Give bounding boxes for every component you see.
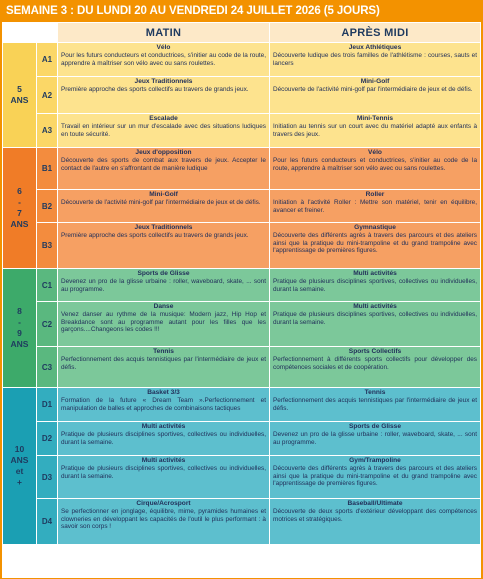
row-code: A2 (37, 77, 57, 113)
afternoon-activity (270, 190, 480, 222)
schedule-table (2, 22, 481, 545)
activity-title: Tennis (364, 389, 386, 396)
activity-description: Découverte des sports de combat aux travers de jeux. Accepter le contact de l'autre en s'affrontant de manière ludique (61, 157, 266, 172)
afternoon-activity (270, 347, 480, 387)
header-row (3, 23, 480, 42)
schedule-row (3, 223, 480, 268)
activity-title: Jeux Traditionnels (134, 224, 193, 231)
activity-description: Venez danser au rythme de la musique: Modern jazz, Hip Hop et Breakdance sont au programme autant pour les filles que les garçons....Changeons les codes !!! (61, 311, 266, 334)
morning-activity (58, 388, 269, 421)
header-afternoon: APRÈS MIDI (270, 23, 480, 42)
schedule-row (3, 148, 480, 189)
activity-title: Jeux d'opposition (135, 149, 192, 156)
activity-title: Sports Collectifs (348, 348, 402, 355)
row-code: D2 (37, 422, 57, 455)
row-code: C2 (37, 302, 57, 346)
age-label-part: 8 (17, 306, 22, 316)
activity-title: Jeux Traditionnels (134, 78, 193, 85)
age-label-part: 6 (17, 186, 22, 196)
age-group-label (3, 269, 36, 387)
row-code: D3 (37, 456, 57, 498)
morning-activity (58, 223, 269, 268)
activity-description: Se perfectionner en jonglage, équilibre, mime, pyramides humaines et clowneries en développant les capacités de l'outil le plus performant : à savoir son corps ! (61, 508, 266, 531)
age-label-part: 5 (17, 84, 22, 94)
activity-title: Multi activités (353, 303, 397, 310)
activity-description: Initiation à l'activité Roller : Mettre son matériel, tenir en équilibre, avancer et freiner. (273, 199, 477, 214)
afternoon-activity (270, 223, 480, 268)
row-code: D4 (37, 499, 57, 544)
schedule-row (3, 43, 480, 76)
activity-description: Découverte de deux sports d'extérieur développant des compétences motrices et stratégiques. (273, 508, 477, 523)
activity-description: Pratique de plusieurs disciplines sportives, collectives ou individuelles, durant la semaine. (273, 311, 477, 326)
activity-description: Pour les futurs conducteurs et conductrices, s'initier au code de la route, apprendre à maîtriser son vélo avec ou sans roulettes. (61, 52, 266, 67)
afternoon-activity (270, 388, 480, 421)
schedule-row (3, 499, 480, 544)
schedule-row (3, 114, 480, 147)
activity-title: Mini-Tennis (356, 115, 394, 122)
activity-description: Découverte des différents agrès à travers des parcours et des ateliers ainsi que la pratique du mini-trampoline et du grand trampoline avec l'apprentissage de premières figures. (273, 465, 477, 488)
schedule-row (3, 190, 480, 222)
schedule-row (3, 77, 480, 113)
activity-title: Roller (365, 191, 385, 198)
age-label-part: ANS (10, 455, 29, 465)
activity-title: Multi activités (353, 270, 397, 277)
activity-description: Perfectionnement à différents sports collectifs pour développer des compétences sociales et de coopération. (273, 356, 477, 371)
header-morning: MATIN (58, 23, 269, 42)
age-label-part: 9 (17, 328, 22, 338)
schedule-row (3, 422, 480, 455)
schedule-sheet (2, 22, 481, 578)
activity-description: Devenez un pro de la glisse urbaine : roller, waveboard, skate, ... sont au programme. (273, 431, 477, 446)
row-code: C1 (37, 269, 57, 301)
schedule-body (3, 43, 480, 544)
activity-description: Découverte de l'activité mini-golf par l'intermédiaire de jeux et de défis. (273, 86, 473, 93)
age-label-part: - (18, 197, 21, 207)
activity-description: Découverte des différents agrès à travers des parcours et des ateliers ainsi que la pratique du mini-trampoline et du grand trampoline avec l'apprentissage de premières figures. (273, 232, 477, 255)
row-code: C3 (37, 347, 57, 387)
activity-title: Gym/Trampoline (349, 457, 401, 464)
age-label-part: 7 (17, 208, 22, 218)
morning-activity (58, 114, 269, 147)
afternoon-activity (270, 269, 480, 301)
activity-title: Basket 3/3 (147, 389, 180, 396)
activity-description: Pratique de plusieurs disciplines sportives, collectives ou individuelles, durant la semaine. (61, 465, 266, 480)
activity-description: Travail en intérieur sur un mur d'escalade avec des situations ludiques en toute sécurité. (61, 123, 266, 138)
age-label-part: ANS (10, 339, 29, 349)
activity-description: Devenez un pro de la glisse urbaine : roller, waveboard, skate, ... sont au programme. (61, 278, 266, 293)
activity-title: Mini-Golf (149, 191, 178, 198)
activity-title: Mini-Golf (360, 78, 390, 85)
activity-title: Multi activités (141, 423, 186, 430)
morning-activity (58, 77, 269, 113)
activity-description: Découverte de l'activité mini-golf par l'intermédiaire de jeux et de défis. (61, 199, 261, 206)
activity-title: Jeux Athlétiques (348, 44, 402, 51)
schedule-row (3, 347, 480, 387)
activity-description: Découverte ludique des trois familles de l'athlétisme : courses, sauts et lancers (273, 52, 477, 67)
activity-description: Pratique de plusieurs disciplines sportives, collectives ou individuelles, durant la semaine. (273, 278, 477, 293)
row-code: A3 (37, 114, 57, 147)
schedule-row (3, 388, 480, 421)
activity-title: Tennis (153, 348, 174, 355)
activity-description: Première approche des sports collectifs au travers de grands jeux. (61, 86, 249, 93)
morning-activity (58, 148, 269, 189)
age-label-part: 10 (14, 444, 25, 454)
age-label-part: - (18, 317, 21, 327)
activity-description: Initiation au tennis sur un court avec du matériel adapté aux enfants à travers des jeux. (273, 123, 477, 138)
afternoon-activity (270, 148, 480, 189)
week-banner: SEMAINE 3 : DU LUNDI 20 AU VENDREDI 24 JUILLET 2026 (5 JOURS) (0, 0, 483, 22)
age-label-part: + (17, 477, 22, 487)
age-group-label (3, 148, 36, 268)
schedule-row (3, 302, 480, 346)
activity-description: Première approche des sports collectifs au travers de grands jeux. (61, 232, 249, 239)
afternoon-activity (270, 114, 480, 147)
afternoon-activity (270, 422, 480, 455)
age-group-label (3, 43, 36, 147)
activity-title: Sports de Glisse (348, 423, 402, 430)
age-label-part: ANS (10, 219, 29, 229)
afternoon-activity (270, 456, 480, 498)
row-code: B1 (37, 148, 57, 189)
morning-activity (58, 190, 269, 222)
activity-title: Gymnastique (354, 224, 396, 231)
activity-title: Vélo (368, 149, 382, 156)
age-label-part: ANS (10, 95, 29, 105)
activity-description: Formation de la future « Dream Team ».Perfectionnement et manipulation de balles et approches de combinaisons tactiques (61, 397, 266, 412)
afternoon-activity (270, 499, 480, 544)
afternoon-activity (270, 77, 480, 113)
activity-title: Multi activités (141, 457, 186, 464)
activity-title: Escalade (149, 115, 178, 122)
activity-description: Pratique de plusieurs disciplines sportives, collectives ou individuelles, durant la semaine. (61, 431, 266, 446)
row-code: B2 (37, 190, 57, 222)
morning-activity (58, 347, 269, 387)
activity-description: Pour les futurs conducteurs et conductrices, s'initier au code de la route, apprendre à maîtriser son vélo avec ou sans roulettes. (273, 157, 477, 172)
age-group-label (3, 388, 36, 544)
morning-activity (58, 422, 269, 455)
morning-activity (58, 302, 269, 346)
header-corner (3, 23, 57, 42)
activity-title: Vélo (156, 44, 171, 51)
row-code: A1 (37, 43, 57, 76)
schedule-row (3, 456, 480, 498)
activity-title: Cirque/Acrosport (136, 500, 191, 507)
morning-activity (58, 43, 269, 76)
activity-title: Sports de Glisse (137, 270, 190, 277)
row-code: B3 (37, 223, 57, 268)
morning-activity (58, 499, 269, 544)
activity-title: Danse (153, 303, 174, 310)
afternoon-activity (270, 43, 480, 76)
activity-title: Baseball/Ultimate (347, 500, 403, 507)
afternoon-activity (270, 302, 480, 346)
morning-activity (58, 269, 269, 301)
activity-description: Perfectionnement des acquis tennistiques par l'intermédiaire de jeux et défis. (273, 397, 477, 412)
row-code: D1 (37, 388, 57, 421)
schedule-row (3, 269, 480, 301)
activity-description: Perfectionnement des acquis tennistiques par l'intermédiaire de jeux et défis. (61, 356, 266, 371)
morning-activity (58, 456, 269, 498)
age-label-part: et (15, 466, 24, 476)
